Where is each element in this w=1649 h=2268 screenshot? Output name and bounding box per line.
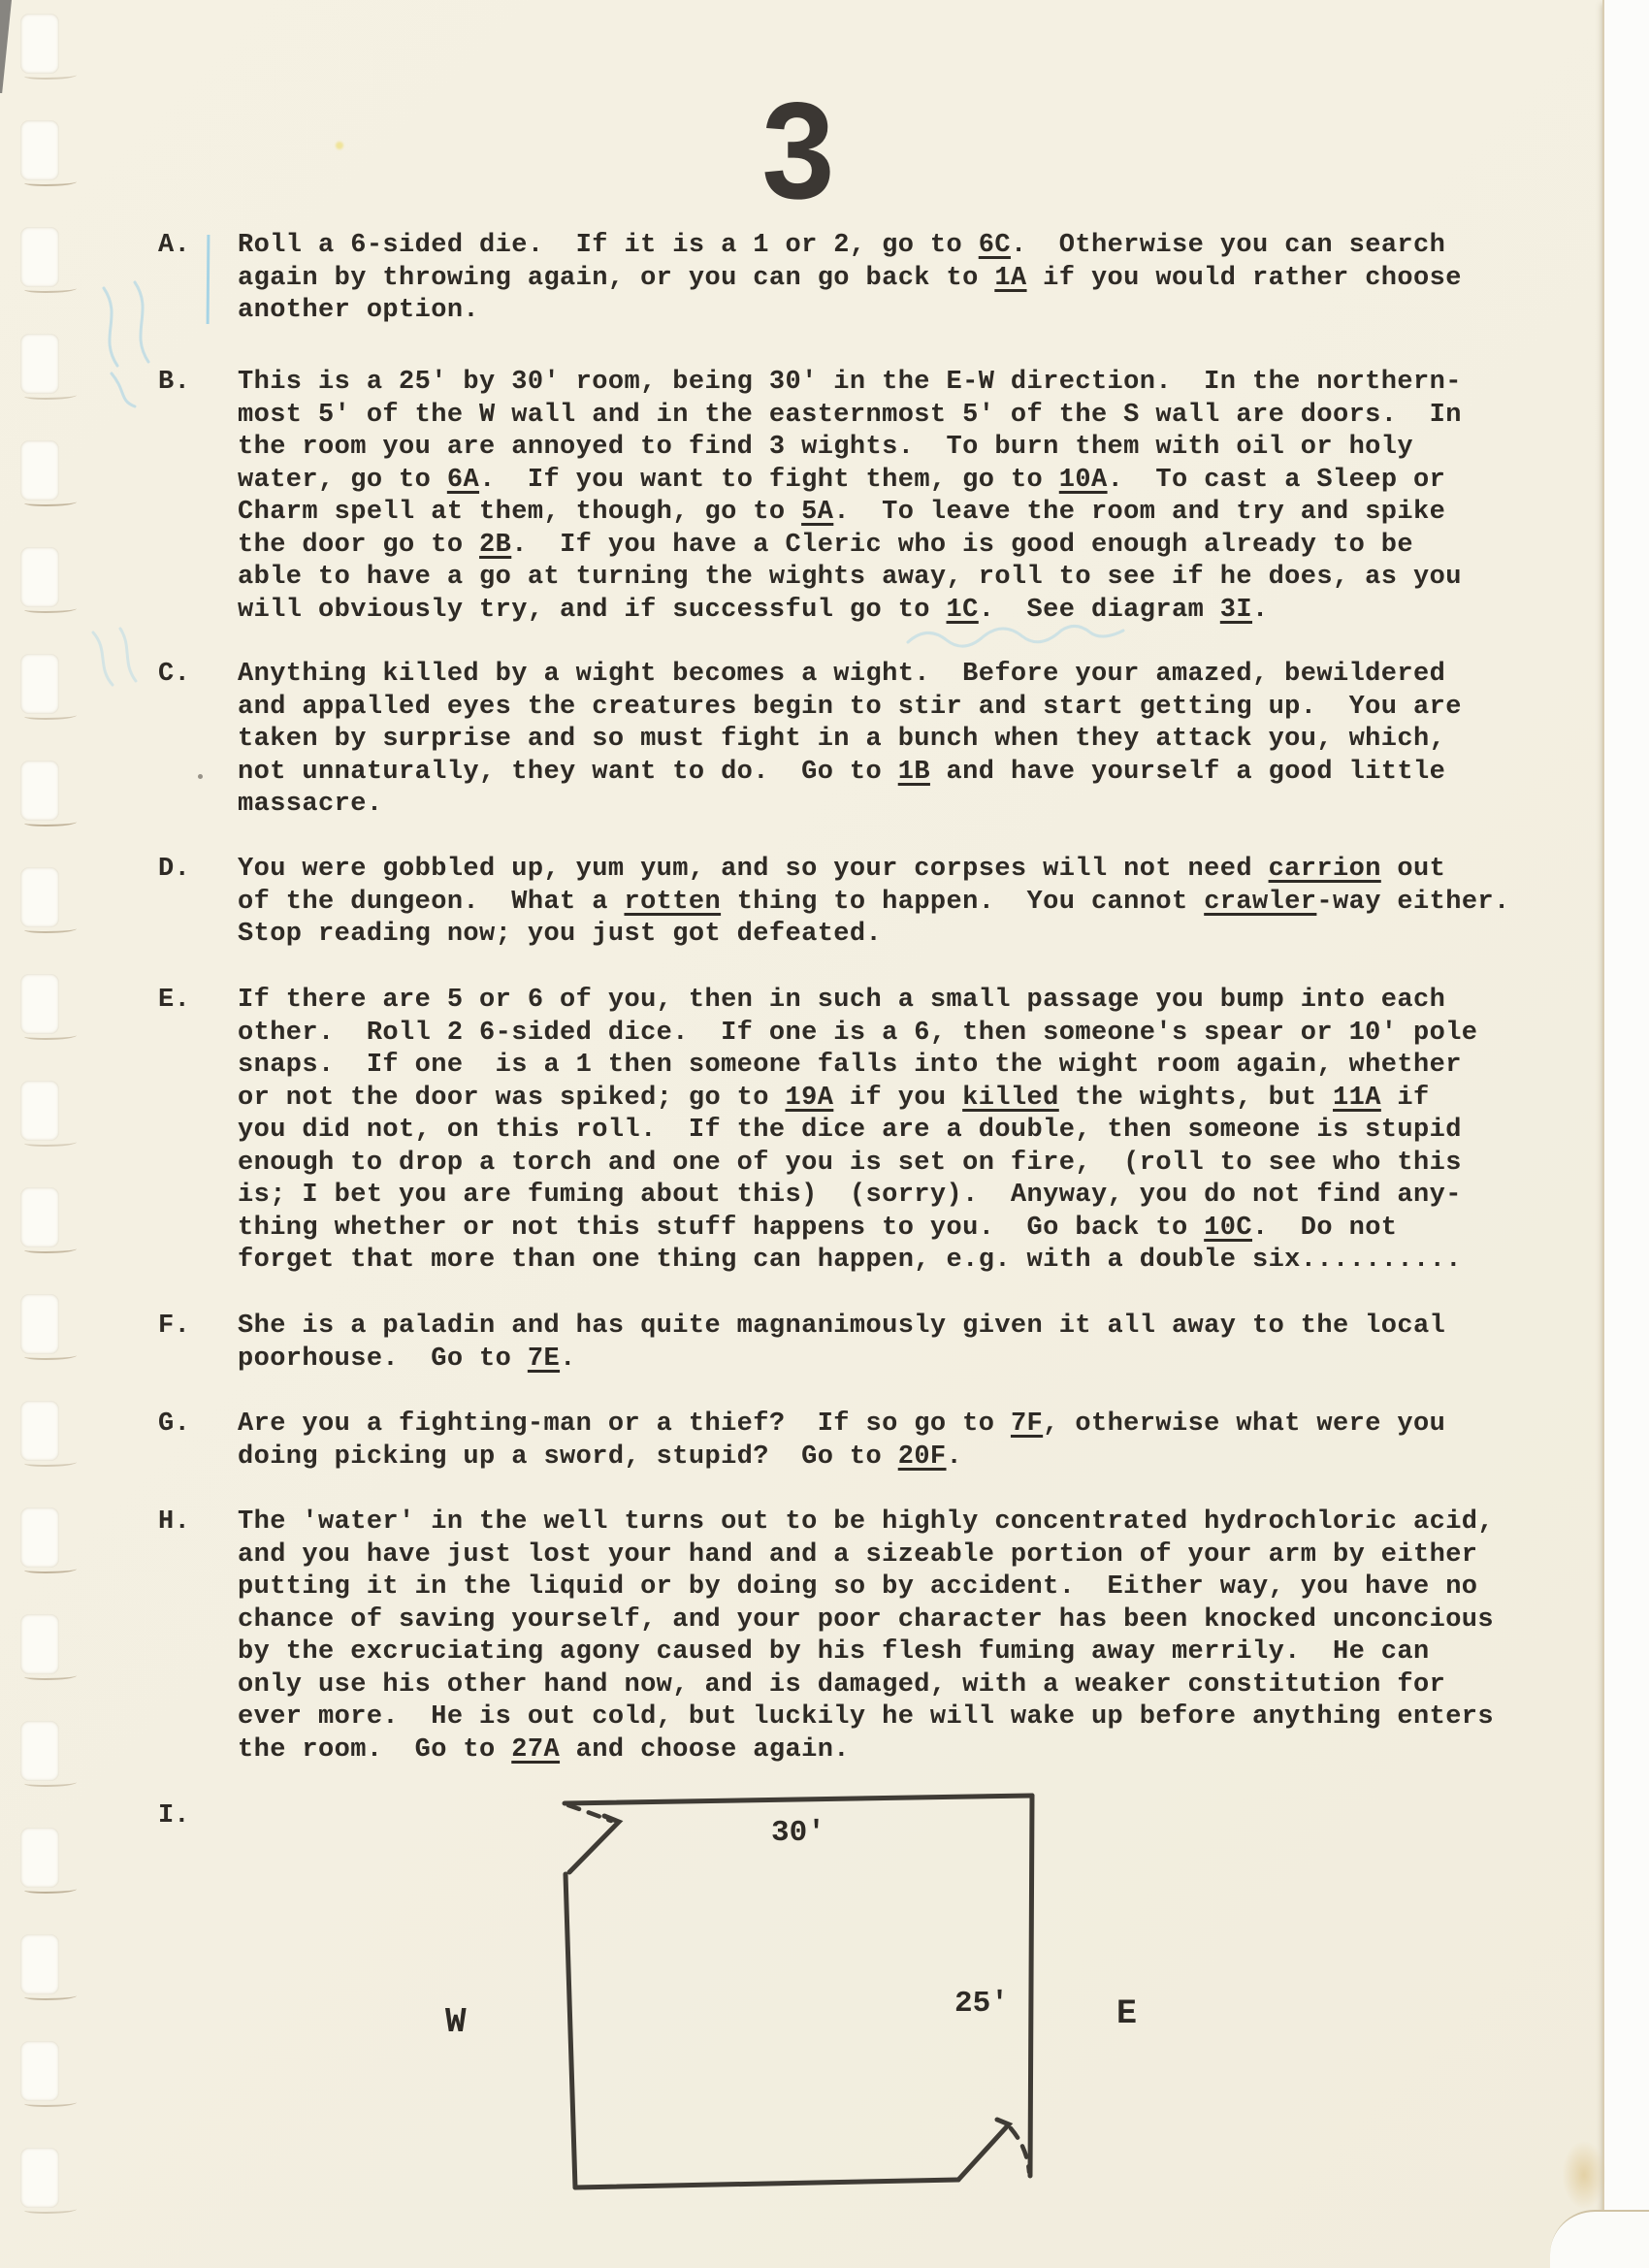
east-wall — [1030, 1796, 1032, 2176]
north-wall-dimension: 30' — [771, 1816, 825, 1850]
text-line: Are you a fighting-man or a thief? If so go to 7F, otherwise what were you — [238, 1409, 1446, 1439]
section-text — [238, 1311, 1528, 1376]
text-line: Charm spell at them, though, go to 5A. To leave the room and try and spike — [238, 498, 1446, 527]
text-line: another option. — [238, 296, 480, 325]
binding-hole — [20, 2148, 59, 2208]
binding-hole — [20, 14, 59, 74]
binding-hole-shadow — [24, 1886, 77, 1894]
section-label: E. — [158, 986, 191, 1015]
binding-hole — [20, 654, 59, 714]
text-line: massacre. — [238, 790, 383, 819]
binding-hole-shadow — [24, 1032, 77, 1040]
binding-hole — [20, 1081, 59, 1141]
binding-hole-shadow — [24, 72, 77, 80]
north-wall — [565, 1796, 1032, 1803]
section-label-i: I. — [158, 1801, 190, 1831]
paper-speck — [336, 142, 343, 149]
section-text — [238, 1409, 1528, 1474]
blue-pen-mark — [207, 235, 210, 324]
text-line: will obviously try, and if successful go to 1C. See diagram 3I. — [238, 595, 1269, 625]
text-line: you did not, on this roll. If the dice are a double, then someone is stupid — [238, 1116, 1462, 1145]
east-wall-dimension: 25' — [954, 1987, 1009, 2021]
section-label: F. — [158, 1312, 191, 1341]
section-text — [238, 985, 1528, 1278]
south-door-swing — [1011, 2128, 1029, 2172]
text-line: able to have a go at turning the wights away, roll to see if he does, as you — [238, 563, 1462, 592]
text-line: Anything killed by a wight becomes a wight. Before your amazed, bewildered — [238, 660, 1446, 689]
binding-hole — [20, 2041, 59, 2101]
binding-hole — [20, 334, 59, 394]
binding-hole-shadow — [24, 819, 77, 826]
binding-hole — [20, 974, 59, 1034]
binding-hole — [20, 1401, 59, 1461]
binding-hole-shadow — [24, 712, 77, 720]
text-line: taken by surprise and so must fight in a bunch when they attack you, which, — [238, 725, 1446, 754]
binding-hole — [20, 227, 59, 287]
text-line: other. Roll 2 6-sided dice. If one is a 6, then someone's spear or 10' pole — [238, 1018, 1478, 1048]
text-line: the room. Go to 27A and choose again. — [238, 1734, 850, 1765]
page-number: 3 — [759, 80, 837, 242]
blue-margin-scribble-2 — [83, 625, 144, 695]
binding-hole-shadow — [24, 1246, 77, 1253]
text-line: poorhouse. Go to 7E. — [238, 1344, 576, 1374]
binding-hole — [20, 120, 59, 180]
text-line: The 'water' in the well turns out to be highly concentrated hydrochloric acid, — [238, 1507, 1495, 1537]
binding-hole-shadow — [24, 1352, 77, 1360]
text-line: the room you are annoyed to find 3 wights. To burn them with oil or holy — [238, 433, 1413, 462]
section-label: C. — [158, 660, 191, 689]
scan-edge-shadow — [0, 0, 12, 93]
blue-margin-scribble — [92, 276, 165, 412]
text-line: doing picking up a sword, stupid? Go to 20F. — [238, 1442, 963, 1472]
section-text — [238, 659, 1528, 822]
text-line: forget that more than one thing can happen, e.g. with a double six.......... — [238, 1246, 1462, 1275]
scanner-background-strip — [1602, 0, 1649, 2268]
binding-hole-shadow — [24, 1139, 77, 1147]
binding-hole — [20, 1721, 59, 1781]
binding-hole-shadow — [24, 2206, 77, 2214]
binding-hole-shadow — [24, 178, 77, 186]
binding-hole-shadow — [24, 1779, 77, 1787]
text-line: or not the door was spiked; go to 19A if you killed the wights, but 11A if — [238, 1083, 1430, 1113]
binding-hole-shadow — [24, 1566, 77, 1573]
binding-hole-shadow — [24, 392, 77, 400]
text-line: enough to drop a torch and one of you is set on fire, (roll to see who this — [238, 1148, 1462, 1178]
binding-hole-shadow — [24, 605, 77, 613]
section-label: D. — [158, 855, 191, 884]
section-text — [238, 1507, 1528, 1766]
text-line: ever more. He is out cold, but luckily he will wake up before anything enters — [238, 1702, 1495, 1732]
binding-hole — [20, 547, 59, 607]
section-label: A. — [158, 231, 191, 260]
west-door-leaf — [569, 1816, 619, 1872]
binding-hole — [20, 1828, 59, 1888]
ink-speck — [198, 774, 203, 779]
text-line: the door go to 2B. If you have a Cleric who is good enough already to be — [238, 530, 1414, 560]
text-line: again by throwing again, or you can go back to 1A if you would rather choose — [238, 263, 1462, 293]
text-line: of the dungeon. What a rotten thing to happen. You cannot crawler-way either. — [238, 887, 1510, 917]
text-line: putting it in the liquid or by doing so by accident. Either way, you have no — [238, 1572, 1478, 1602]
text-line: by the excruciating agony caused by his flesh fuming away merrily. He can — [238, 1637, 1430, 1667]
section-label: G. — [158, 1409, 191, 1439]
binding-hole — [20, 761, 59, 821]
binding-hole — [20, 440, 59, 501]
binding-hole-shadow — [24, 1993, 77, 2000]
west-wall — [566, 1874, 575, 2187]
binding-hole — [20, 1187, 59, 1247]
text-line: only use his other hand now, and is damaged, with a weaker constitution for — [238, 1669, 1446, 1700]
binding-hole — [20, 1934, 59, 1994]
south-wall — [575, 2180, 958, 2187]
text-line: Stop reading now; you just got defeated. — [238, 920, 883, 949]
text-line: snaps. If one is a 1 then someone falls into the wight room again, whether — [238, 1051, 1462, 1080]
section-text — [238, 854, 1528, 952]
page-corner-curl — [1550, 2210, 1649, 2268]
page-corner-stain — [1562, 2140, 1606, 2210]
text-line: most 5' of the W wall and in the easternmost 5' of the S wall are doors. In — [238, 400, 1462, 430]
section-text — [238, 367, 1528, 627]
section-label: B. — [158, 368, 191, 397]
south-door-leaf — [958, 2120, 1009, 2180]
west-compass-label: W — [445, 2002, 467, 2042]
text-line: and appalled eyes the creatures begin to stir and start getting up. You are — [238, 692, 1462, 722]
binding-hole-shadow — [24, 2099, 77, 2107]
text-line: She is a paladin and has quite magnanimously given it all away to the local — [238, 1312, 1446, 1341]
binding-hole — [20, 867, 59, 927]
text-line: Roll a 6-sided die. If it is a 1 or 2, go to 6C. Otherwise you can search — [238, 231, 1446, 260]
text-line: You were gobbled up, yum yum, and so your corpses will not need carrion out — [238, 855, 1446, 884]
binding-hole-shadow — [24, 1459, 77, 1467]
text-line: is; I bet you are fuming about this) (sorry). Anyway, you do not find any- — [238, 1181, 1462, 1210]
binding-hole — [20, 1507, 59, 1568]
binding-hole-shadow — [24, 499, 77, 506]
binding-hole — [20, 1614, 59, 1674]
text-line: This is a 25' by 30' room, being 30' in the E-W direction. In the northern- — [238, 368, 1462, 397]
text-line: water, go to 6A. If you want to fight them, go to 10A. To cast a Sleep or — [238, 465, 1446, 495]
text-line: chance of saving yourself, and your poor character has been knocked unconcious — [238, 1604, 1495, 1635]
text-line: thing whether or not this stuff happens to you. Go back to 10C. Do not — [238, 1213, 1398, 1243]
binding-hole — [20, 1294, 59, 1354]
text-line: and you have just lost your hand and a sizeable portion of your arm by either — [238, 1539, 1478, 1570]
east-compass-label: E — [1116, 1994, 1138, 2033]
section-text — [238, 230, 1528, 328]
text-line: If there are 5 or 6 of you, then in such a small passage you bump into each — [238, 986, 1446, 1015]
binding-hole-shadow — [24, 1672, 77, 1680]
binding-hole-shadow — [24, 285, 77, 293]
text-line: not unnaturally, they want to do. Go to 1B and have yourself a good little — [238, 757, 1446, 787]
section-label: H. — [158, 1507, 191, 1537]
binding-hole-shadow — [24, 925, 77, 933]
